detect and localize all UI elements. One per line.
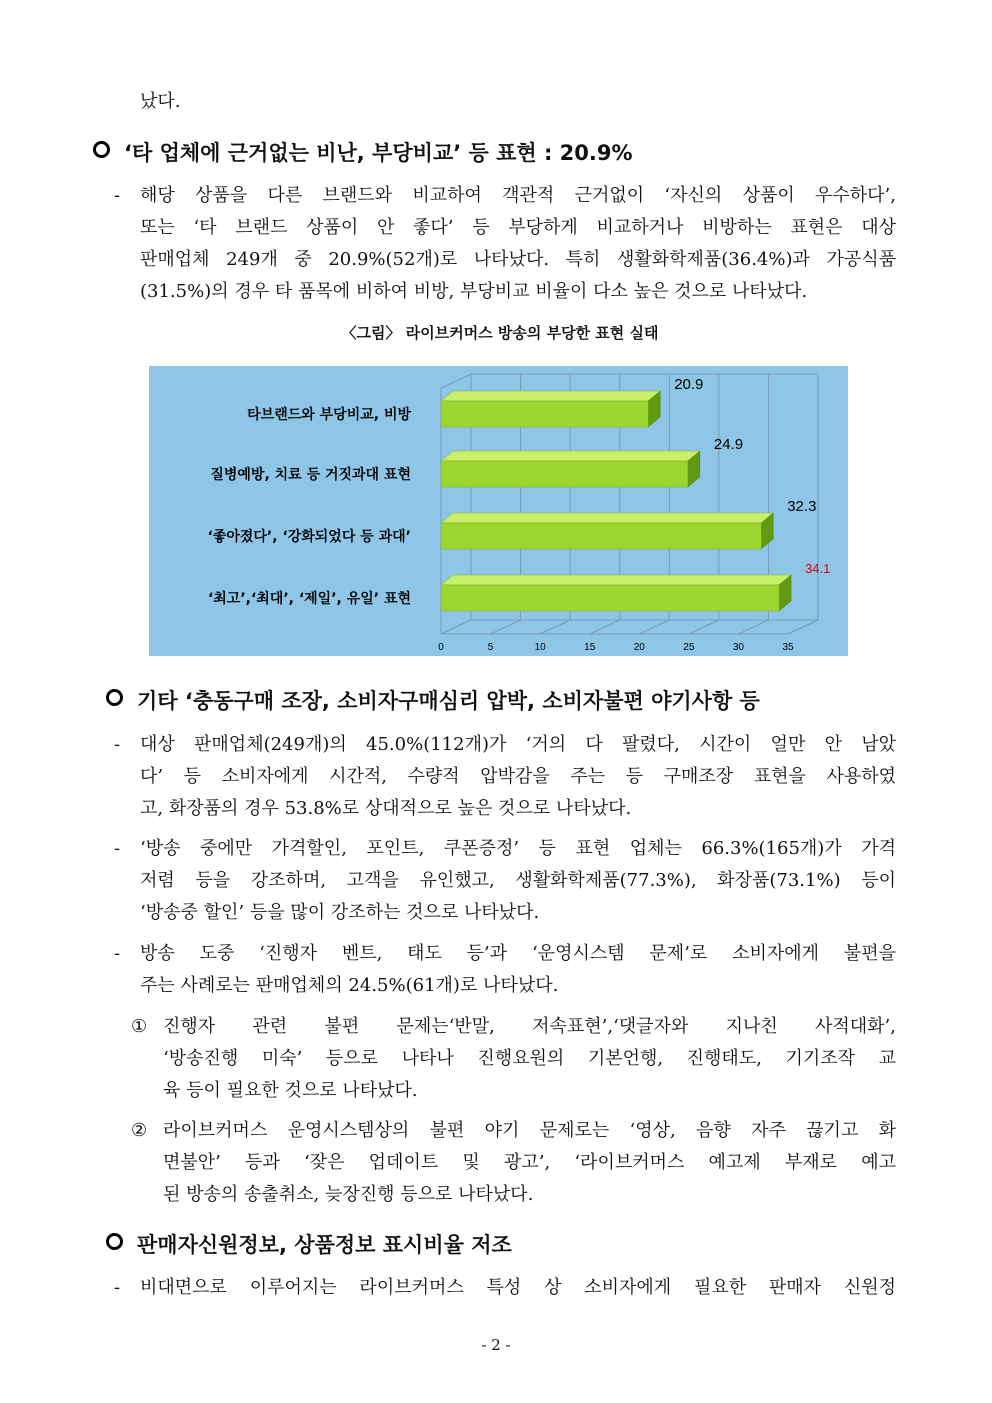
section-heading-3 <box>106 1230 512 1260</box>
section-heading-2 <box>106 686 760 716</box>
dash-marker: - <box>114 838 121 859</box>
category-label: ‘좋아졌다’, ‘강화되었다 등 과대’ <box>207 529 411 545</box>
section-heading-1-text: ‘타 업체에 근거없는 비난, 부당비교’ 등 표현 : 20.9% <box>124 141 633 165</box>
section3-paragraph <box>114 1272 896 1304</box>
dash-marker: - <box>114 734 121 755</box>
paragraph-line: 저렴 등을 강조하며, 고객을 유인했고, 생활화학제품(77.3%), 화장품(73.1%) 등이 <box>140 870 896 891</box>
paragraph-line: 대상 판매업체(249개)의 45.0%(112개)가 ‘거의 다 팔렸다, 시간이 얼만 안 남았 <box>140 734 896 755</box>
section-heading-2-text: 기타 ‘충동구매 조장, 소비자구매심리 압박, 소비자불편 야기사항 등 <box>137 689 760 713</box>
paragraph-line: 육 등이 필요한 것으로 나타났다. <box>163 1080 418 1101</box>
paragraph-line: 또는 ‘타 브랜드 상품이 안 좋다’ 등 부당하게 비교하거나 비방하는 표현은 대상 <box>140 217 896 238</box>
circle-bullet-icon <box>93 141 110 158</box>
x-tick-label: 0 <box>438 642 444 653</box>
paragraph-line: 고, 화장품의 경우 53.8%로 상대적으로 높은 것으로 나타났다. <box>140 798 632 819</box>
bar-value-label: 20.9 <box>674 376 704 393</box>
category-label: 타브랜드와 부당비교, 비방 <box>247 407 411 423</box>
paragraph-line: 된 방송의 송출취소, 늦장진행 등으로 나타났다. <box>163 1184 534 1205</box>
page-number: - 2 - <box>481 1336 511 1354</box>
section2-paragraph-2 <box>114 833 896 929</box>
paragraph-line: 진행자 관련 불편 문제는‘반말, 저속표현’,‘댓글자와 지나친 사적대화’, <box>163 1016 896 1037</box>
paragraph-line: ‘방송 중에만 가격할인, 포인트, 쿠폰증정’ 등 표현 업체는 66.3%(165개)가 가격 <box>140 838 896 859</box>
dash-marker: - <box>114 943 121 964</box>
x-tick-label: 35 <box>782 642 794 653</box>
paragraph-line: 판매업체 249개 중 20.9%(52개)로 나타났다. 특히 생활화학제품(36.4%)과 가공식품 <box>140 249 896 270</box>
section1-paragraph <box>114 180 896 308</box>
section2-paragraph-3 <box>114 938 896 1002</box>
paragraph-line: 다’ 등 소비자에게 시간적, 수량적 압박감을 주는 등 구매조장 표현을 사용하였 <box>140 766 896 787</box>
continuation-text: 났다. <box>140 91 181 112</box>
item-number: ① <box>131 1016 148 1037</box>
bar-top-face <box>441 451 700 461</box>
numbered-item-1 <box>131 1011 896 1107</box>
category-label: ‘최고’,‘최대’, ‘제일’, 유일’ 표현 <box>207 591 411 607</box>
paragraph-line: 비대면으로 이루어지는 라이브커머스 특성 상 소비자에게 필요한 판매자 신원정 <box>140 1277 896 1298</box>
bar-value-label: 34.1 <box>805 561 831 576</box>
dash-marker: - <box>114 185 121 206</box>
paragraph-line: 주는 사례로는 판매업체의 24.5%(61개)로 나타났다. <box>140 975 559 996</box>
bar-top-face <box>441 391 660 401</box>
section2-paragraph-1 <box>114 729 896 825</box>
bar-top-face <box>441 575 791 585</box>
bar <box>441 585 779 611</box>
figure-caption: 〈그림〉 라이브커머스 방송의 부당한 표현 실태 <box>341 324 659 342</box>
bar <box>441 461 688 487</box>
bar-value-label: 24.9 <box>713 436 744 453</box>
bar <box>441 401 648 427</box>
paragraph-line: ‘방송중 할인’ 등을 많이 강조하는 것으로 나타났다. <box>140 902 540 923</box>
paragraph-line: 해당 상품을 다른 브랜드와 비교하여 객관적 근거없이 ‘자신의 상품이 우수하다’, <box>140 185 896 206</box>
section-heading-3-text: 판매자신원정보, 상품정보 표시비율 저조 <box>137 1233 512 1257</box>
circle-bullet-icon <box>106 689 123 706</box>
x-tick-label: 10 <box>534 642 546 653</box>
bar-value-label: 32.3 <box>787 498 817 515</box>
category-label: 질병예방, 치료 등 거짓과대 표현 <box>210 467 411 483</box>
circle-bullet-icon <box>106 1233 123 1250</box>
bar-top-face <box>441 513 773 523</box>
section-heading-1 <box>93 138 633 168</box>
bar <box>441 523 761 549</box>
paragraph-line: ‘방송진행 미숙’ 등으로 나타나 진행요원의 기본언행, 진행태도, 기기조작 교 <box>163 1048 896 1069</box>
bar-chart <box>149 366 848 656</box>
x-tick-label: 25 <box>683 642 695 653</box>
paragraph-line: (31.5%)의 경우 타 품목에 비하여 비방, 부당비교 비율이 다소 높은 것으로 나타났다. <box>140 281 808 302</box>
paragraph-line: 방송 도중 ‘진행자 벤트, 태도 등’과 ‘운영시스템 문제’로 소비자에게 불편을 <box>140 943 896 964</box>
x-tick-label: 20 <box>633 642 645 653</box>
item-number: ② <box>131 1120 148 1141</box>
numbered-item-2 <box>131 1115 896 1211</box>
x-tick-label: 15 <box>584 642 596 653</box>
paragraph-line: 라이브커머스 운영시스템상의 불편 야기 문제로는 ‘영상, 음향 자주 끊기고 화 <box>163 1120 896 1141</box>
x-tick-label: 30 <box>732 642 744 653</box>
bar-chart-svg <box>149 366 848 656</box>
x-tick-label: 5 <box>487 642 494 653</box>
paragraph-line: 면불안’ 등과 ‘잦은 업데이트 및 광고’, ‘라이브커머스 예고제 부재로 예고 <box>163 1152 896 1173</box>
dash-marker: - <box>114 1277 121 1298</box>
